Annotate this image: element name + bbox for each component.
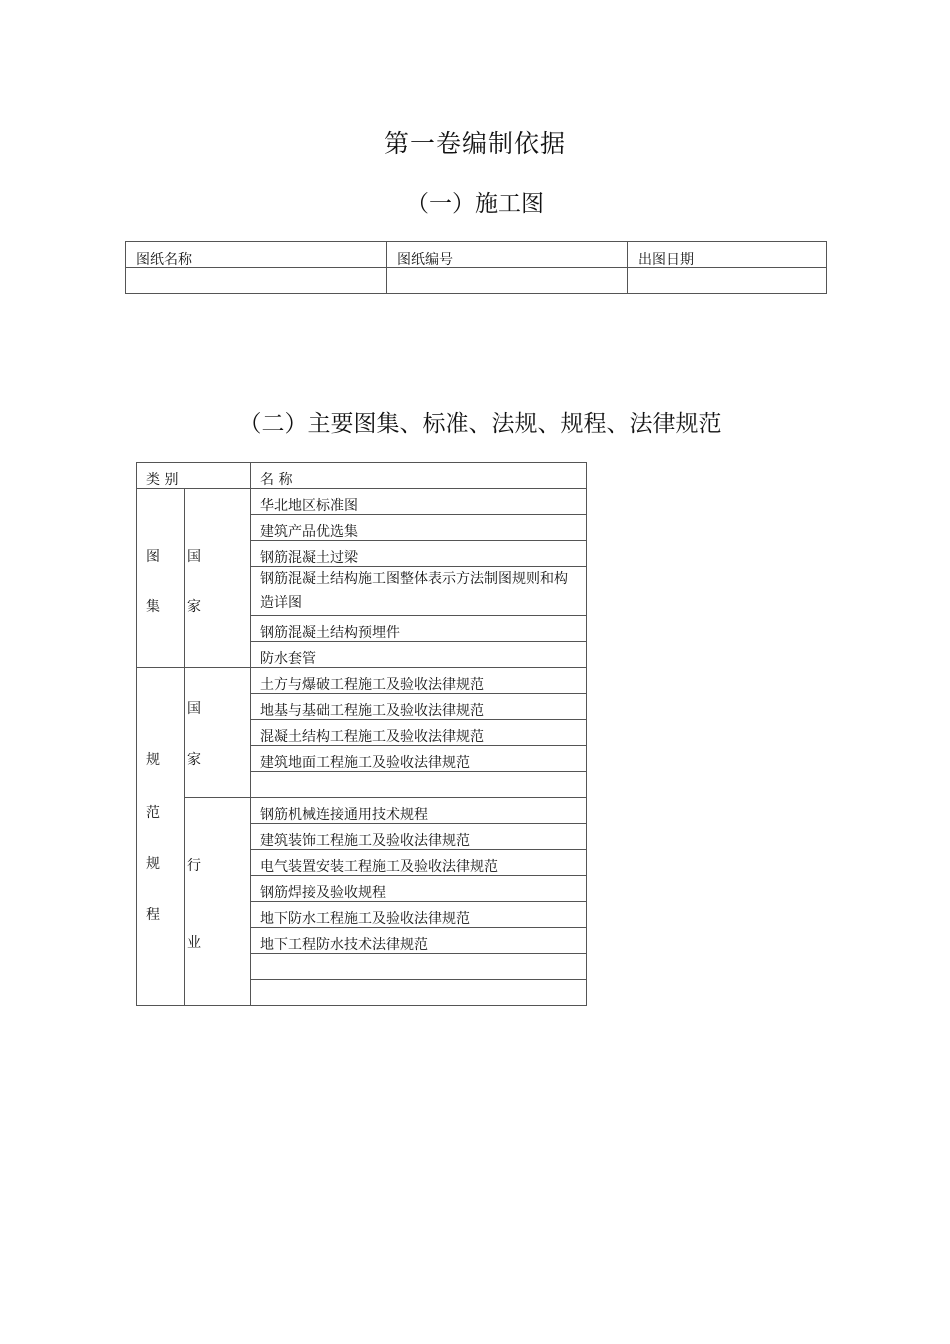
list-item: 钢筋机械连接通用技术规程	[251, 798, 587, 824]
list-item: 钢筋混凝土结构预埋件	[251, 616, 587, 642]
column-header-issue-date: 出图日期	[628, 242, 827, 268]
list-item: 建筑装饰工程施工及验收法律规范	[251, 824, 587, 850]
category-atlas	[137, 489, 185, 668]
list-item: 地下工程防水技术法律规范	[251, 928, 587, 954]
page-title: 第一卷编制依据	[383, 129, 566, 158]
list-item: 钢筋焊接及验收规程	[251, 876, 587, 902]
list-item: 钢筋混凝土过梁	[251, 541, 587, 567]
drawings-table	[125, 241, 827, 294]
list-item	[251, 772, 587, 798]
level-char: 国	[187, 549, 201, 565]
list-item: 混凝土结构工程施工及验收法律规范	[251, 720, 587, 746]
list-item: 地下防水工程施工及验收法律规范	[251, 902, 587, 928]
list-item: 地基与基础工程施工及验收法律规范	[251, 694, 587, 720]
level-national	[185, 668, 251, 798]
list-item: 电气装置安装工程施工及验收法律规范	[251, 850, 587, 876]
list-item	[251, 980, 587, 1006]
column-header-drawing-name: 图纸名称	[126, 242, 387, 268]
column-header-drawing-number: 图纸编号	[387, 242, 628, 268]
column-header-category: 类 别	[137, 463, 251, 489]
list-item: 防水套管	[251, 642, 587, 668]
category-char: 范	[146, 805, 160, 821]
level-char: 家	[187, 752, 201, 768]
level-char: 行	[187, 858, 201, 874]
category-char: 规	[146, 856, 160, 872]
list-item: 建筑产品优选集	[251, 515, 587, 541]
category-codes	[137, 668, 185, 1006]
level-char: 业	[187, 935, 201, 951]
list-item: 土方与爆破工程施工及验收法律规范	[251, 668, 587, 694]
standards-table	[136, 462, 587, 1006]
column-header-name: 名 称	[251, 463, 587, 489]
category-char: 程	[146, 907, 160, 923]
list-item: 钢筋混凝土结构施工图整体表示方法制图规则和构造详图	[251, 567, 587, 616]
category-char: 图	[146, 549, 160, 565]
section-heading-standards: （二）主要图集、标准、法规、规程、法律规范	[238, 411, 722, 437]
section-heading-drawings: （一）施工图	[406, 191, 544, 217]
category-char: 规	[146, 752, 160, 768]
list-item	[251, 954, 587, 980]
table-cell	[126, 268, 387, 294]
level-char: 家	[187, 599, 201, 615]
level-industry	[185, 798, 251, 1006]
list-item: 建筑地面工程施工及验收法律规范	[251, 746, 587, 772]
table-cell	[628, 268, 827, 294]
level-national	[185, 489, 251, 668]
level-char: 国	[187, 701, 201, 717]
table-cell	[387, 268, 628, 294]
category-char: 集	[146, 599, 160, 615]
list-item: 华北地区标准图	[251, 489, 587, 515]
